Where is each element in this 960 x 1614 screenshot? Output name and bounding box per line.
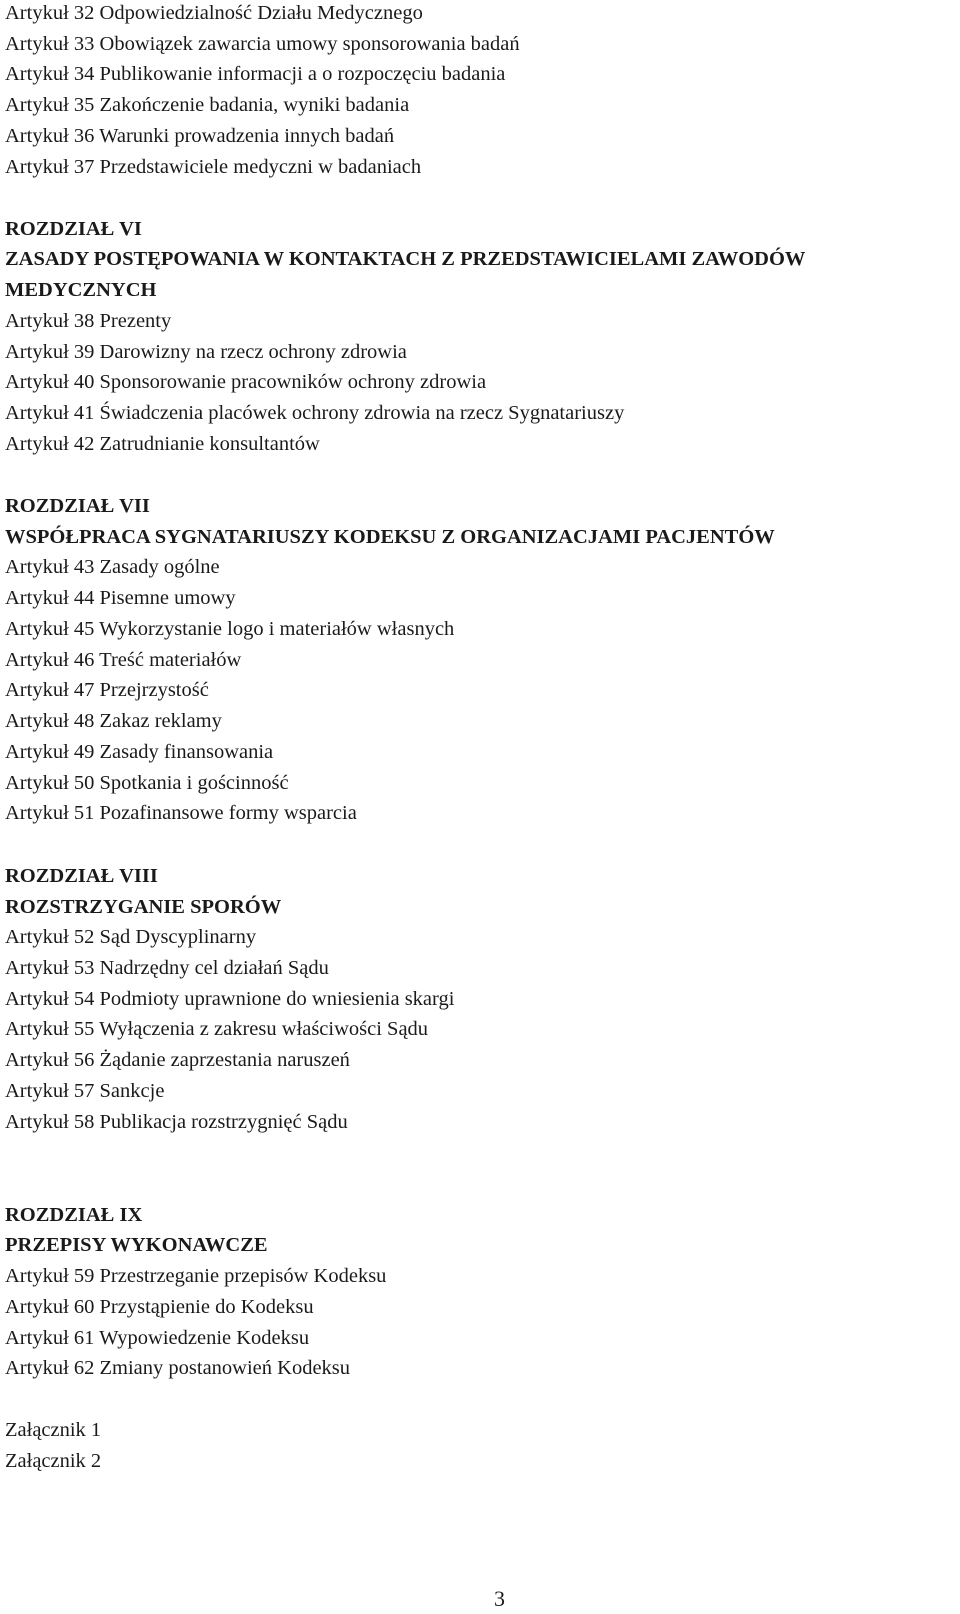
toc-entry: Artykuł 50 Spotkania i gościnność [5, 772, 289, 794]
chapter-heading: ROZDZIAŁ VI [5, 218, 142, 240]
chapter-title: WSPÓŁPRACA SYGNATARIUSZY KODEKSU Z ORGANIZACJAMI PACJENTÓW [5, 526, 775, 548]
toc-entry: Artykuł 41 Świadczenia placówek ochrony zdrowia na rzecz Sygnatariuszy [5, 402, 625, 424]
toc-entry: Artykuł 56 Żądanie zaprzestania naruszeń [5, 1049, 350, 1071]
toc-entry: Artykuł 46 Treść materiałów [5, 649, 242, 671]
toc-entry: Artykuł 33 Obowiązek zawarcia umowy sponsorowania badań [5, 33, 520, 55]
toc-entry: Artykuł 53 Nadrzędny cel działań Sądu [5, 957, 329, 979]
toc-entry: Artykuł 37 Przedstawiciele medyczni w badaniach [5, 156, 422, 178]
chapter-heading: ROZDZIAŁ VIII [5, 865, 158, 887]
toc-entry: Artykuł 45 Wykorzystanie logo i materiałów własnych [5, 618, 455, 640]
page-number: 3 [494, 1586, 505, 1611]
chapter-title: PRZEPISY WYKONAWCZE [5, 1234, 268, 1256]
chapter-title: ROZSTRZYGANIE SPORÓW [5, 896, 282, 918]
appendix-entry: Załącznik 2 [5, 1450, 102, 1472]
toc-entry: Artykuł 32 Odpowiedzialność Działu Medycznego [5, 2, 423, 24]
toc-entry: Artykuł 57 Sankcje [5, 1080, 165, 1102]
toc-entry: Artykuł 44 Pisemne umowy [5, 587, 236, 609]
toc-entry: Artykuł 36 Warunki prowadzenia innych badań [5, 125, 395, 147]
toc-entry: Artykuł 51 Pozafinansowe formy wsparcia [5, 802, 357, 824]
chapter-title: MEDYCZNYCH [5, 279, 157, 301]
toc-entry: Artykuł 54 Podmioty uprawnione do wniesienia skargi [5, 988, 455, 1010]
toc-entry: Artykuł 60 Przystąpienie do Kodeksu [5, 1296, 314, 1318]
toc-entry: Artykuł 55 Wyłączenia z zakresu właściwości Sądu [5, 1018, 429, 1040]
toc-entry: Artykuł 39 Darowizny na rzecz ochrony zdrowia [5, 341, 407, 363]
appendix-entry: Załącznik 1 [5, 1419, 102, 1441]
toc-entry: Artykuł 42 Zatrudnianie konsultantów [5, 433, 320, 455]
toc-entry: Artykuł 47 Przejrzystość [5, 679, 209, 701]
toc-entry: Artykuł 61 Wypowiedzenie Kodeksu [5, 1327, 310, 1349]
toc-entry: Artykuł 62 Zmiany postanowień Kodeksu [5, 1357, 351, 1379]
chapter-heading: ROZDZIAŁ VII [5, 495, 150, 517]
chapter-heading: ROZDZIAŁ IX [5, 1204, 143, 1226]
toc-entry: Artykuł 34 Publikowanie informacji a o rozpoczęciu badania [5, 63, 506, 85]
toc-entry: Artykuł 43 Zasady ogólne [5, 556, 220, 578]
toc-entry: Artykuł 35 Zakończenie badania, wyniki badania [5, 94, 410, 116]
toc-entry: Artykuł 52 Sąd Dyscyplinarny [5, 926, 257, 948]
toc-entry: Artykuł 40 Sponsorowanie pracowników ochrony zdrowia [5, 371, 487, 393]
chapter-title: ZASADY POSTĘPOWANIA W KONTAKTACH Z PRZEDSTAWICIELAMI ZAWODÓW [5, 248, 806, 270]
toc-entry: Artykuł 49 Zasady finansowania [5, 741, 274, 763]
toc-entry: Artykuł 38 Prezenty [5, 310, 172, 332]
toc-entry: Artykuł 59 Przestrzeganie przepisów Kodeksu [5, 1265, 387, 1287]
toc-entry: Artykuł 58 Publikacja rozstrzygnięć Sądu [5, 1111, 348, 1133]
toc-entry: Artykuł 48 Zakaz reklamy [5, 710, 222, 732]
